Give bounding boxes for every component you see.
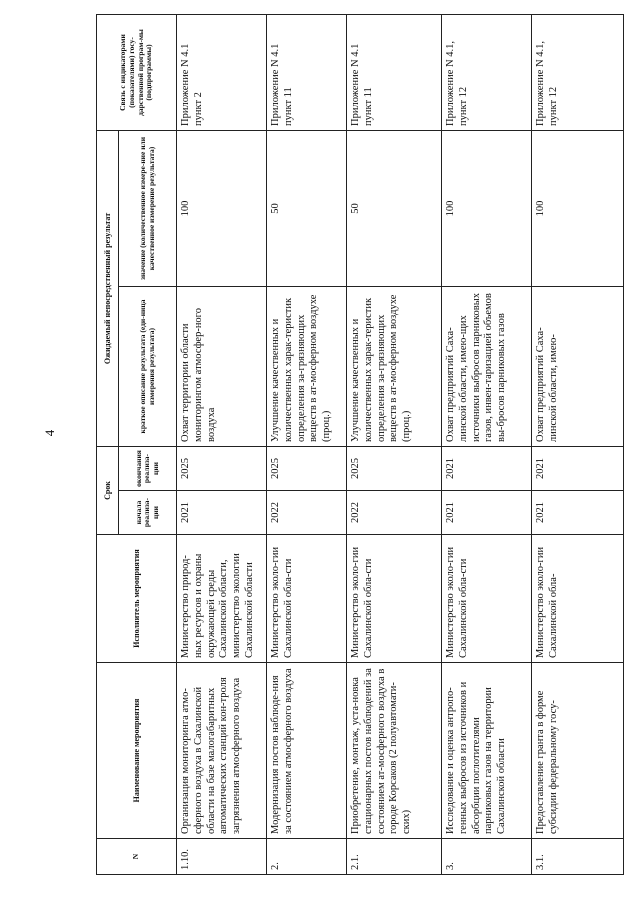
- cell-num: 2.1.: [347, 839, 442, 875]
- cell-name: Исследование и оценка антропо-генных выбросов из источников и абсорбции поглотителями парниковых газов на территории Сахалинской области: [442, 663, 532, 839]
- cell-link: Приложение N 4.1, пункт 12: [442, 15, 532, 131]
- header-term-start: начала реализа-ции: [119, 491, 177, 535]
- cell-end: 2021: [442, 447, 532, 491]
- header-term-end: окончания реализа-ции: [119, 447, 177, 491]
- cell-end: 2025: [347, 447, 442, 491]
- cell-executor: Министерство эколо-гии Сахалинской обла-сти: [267, 535, 347, 663]
- cell-result-desc: Улучшение качественных и количественных харак-теристик определения за-грязняющих веществ в ат-мосферном воздухе (проц.): [267, 287, 347, 447]
- cell-result-value: 50: [267, 131, 347, 287]
- cell-result-desc: Улучшение качественных и количественных харак-теристик определения за-грязняющих веществ в ат-мосферном воздухе (проц.): [347, 287, 442, 447]
- header-link: Связь с индикаторами (показателями) госу-дарственной програм-мы (подпрограммы): [97, 15, 177, 131]
- cell-executor: Министерство эколо-гии Сахалинской обла-сти: [442, 535, 532, 663]
- cell-start: 2022: [347, 491, 442, 535]
- cell-start: 2021: [177, 491, 267, 535]
- cell-num: 3.: [442, 839, 532, 875]
- cell-executor: Министерство природ-ных ресурсов и охраны окружающей среды Сахалинской области, министерство экологии Сахалинской области: [177, 535, 267, 663]
- cell-link: Приложение N 4.1 пункт 2: [177, 15, 267, 131]
- cell-start: 2021: [442, 491, 532, 535]
- cell-result-value: 100: [177, 131, 267, 287]
- cell-executor: Министерство эколо-гии Сахалинской обла-сти: [347, 535, 442, 663]
- cell-link: Приложение N 4.1 пункт 11: [347, 15, 442, 131]
- cell-num: 2.: [267, 839, 347, 875]
- cell-result-desc: Охват территории области мониторингом атмосфер-ного воздуха: [177, 287, 267, 447]
- rotated-table-container: [96, 15, 626, 875]
- cell-name: Организация мониторинга атмо-сферного воздуха в Сахалинской области на базе малогабаритных автоматических станций кон-троля загрязнения атмосферного воздуха: [177, 663, 267, 839]
- activities-table: [96, 14, 624, 875]
- table-row: [442, 15, 532, 875]
- cell-end: 2025: [177, 447, 267, 491]
- page-number: 4: [42, 429, 57, 437]
- cell-name: Приобретение, монтаж, уста-новка стационарных постов наблюдений за состоянием ат-мосферного воздуха в городе Корсаков (2 полуавтомати-ских): [347, 663, 442, 839]
- cell-result-value: 50: [347, 131, 442, 287]
- table-row: [347, 15, 442, 875]
- cell-name: Предоставление гранта в форме субсидии федеральному госу-: [532, 663, 624, 839]
- cell-num: 3.1.: [532, 839, 624, 875]
- cell-end: 2021: [532, 447, 624, 491]
- table-row: [177, 15, 267, 875]
- cell-result-value: 100: [532, 131, 624, 287]
- cell-executor: Министерство эколо-гии Сахалинской обла-: [532, 535, 624, 663]
- cell-link: Приложение N 4.1, пункт 12: [532, 15, 624, 131]
- cell-name: Модернизация постов наблюде-ния за состоянием атмосферного воздуха: [267, 663, 347, 839]
- cell-end: 2025: [267, 447, 347, 491]
- header-result: Ожидаемый непосредственный результат: [97, 131, 119, 447]
- header-name: Наименование мероприятия: [97, 663, 177, 839]
- header-num: N: [97, 839, 177, 875]
- header-executor: Исполнитель мероприятия: [97, 535, 177, 663]
- cell-num: 1.10.: [177, 839, 267, 875]
- cell-result-desc: Охват предприятий Саха-линской области, имею-щих источники выбросов парниковых газов, инвен-таризацией объемов вы-бросов парниковых газов: [442, 287, 532, 447]
- table-row: [532, 15, 624, 875]
- cell-result-value: 100: [442, 131, 532, 287]
- cell-link: Приложение N 4.1 пункт 11: [267, 15, 347, 131]
- header-term: Срок: [97, 447, 119, 535]
- table-row: [267, 15, 347, 875]
- cell-start: 2022: [267, 491, 347, 535]
- cell-start: 2021: [532, 491, 624, 535]
- cell-result-desc: Охват предприятий Саха-линской области, имею-: [532, 287, 624, 447]
- header-result-desc: краткое описание результата (еди-ница измерения результата): [119, 287, 177, 447]
- header-result-value: значение (количественное измере-ние или качественное измерение результата): [119, 131, 177, 287]
